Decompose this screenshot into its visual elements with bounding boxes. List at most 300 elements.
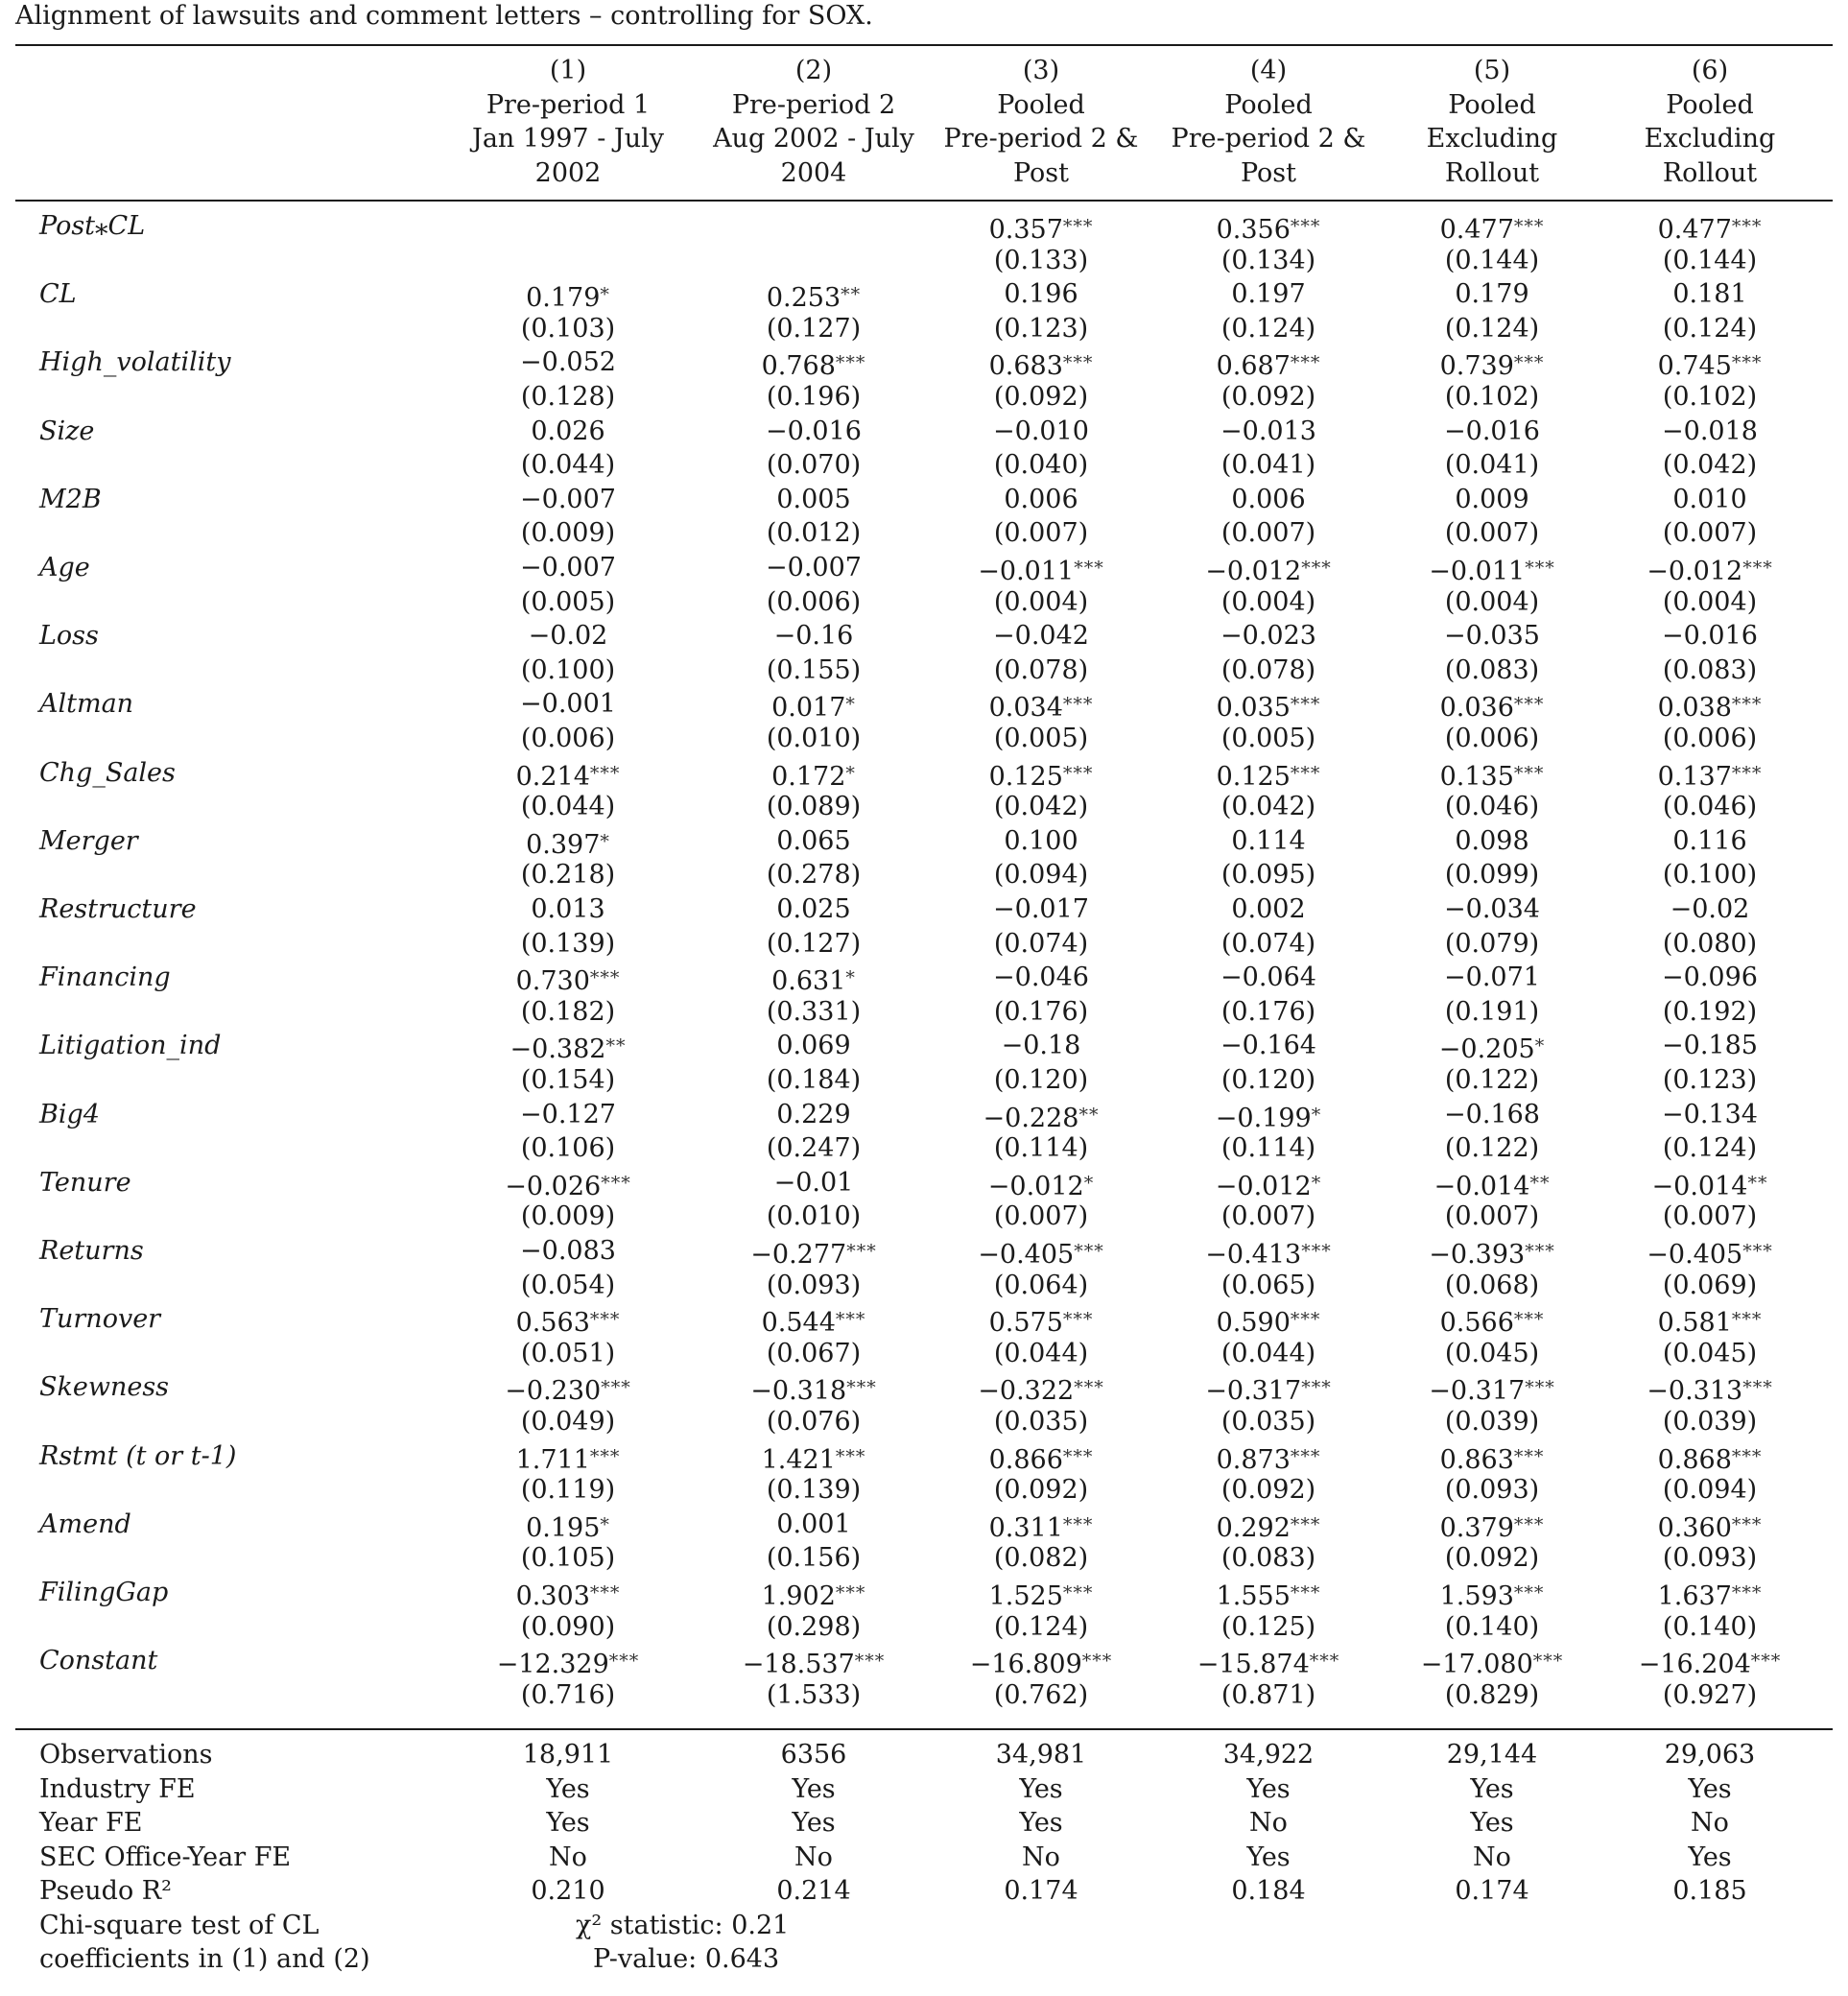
standard-error-cell: (0.041) — [1444, 450, 1540, 481]
coefficient-value: 1.637 — [1657, 1581, 1732, 1611]
coefficient-value: 0.034 — [988, 693, 1063, 724]
variable-label: Constant — [39, 1646, 158, 1676]
coefficient-value: 0.229 — [776, 1099, 851, 1129]
significance-stars: *** — [601, 1377, 631, 1399]
significance-stars: *** — [1731, 1445, 1763, 1467]
coefficient-cell — [1585, 484, 1835, 516]
standard-error-cell: (0.716) — [520, 1679, 616, 1710]
coefficient-value: 0.873 — [1216, 1444, 1291, 1475]
standard-error-cell: (0.102) — [1662, 382, 1758, 412]
stat-value: No — [549, 1842, 587, 1872]
standard-error-cell: (0.070) — [766, 450, 862, 481]
stat-value: 6356 — [780, 1740, 847, 1770]
standard-error-cell: (0.078) — [993, 654, 1089, 685]
coefficient-cell — [1367, 278, 1617, 311]
coefficient-cell — [1144, 1099, 1393, 1135]
significance-stars: *** — [1513, 1445, 1545, 1467]
standard-error-cell: (0.004) — [1444, 586, 1540, 617]
stat-label: Year FE — [39, 1808, 143, 1838]
coefficient-cell — [1585, 620, 1835, 653]
coefficient-cell — [443, 1099, 693, 1131]
variable-label: Age — [39, 553, 90, 582]
significance-stars: *** — [1742, 1241, 1773, 1262]
coefficient-cell — [1585, 757, 1835, 794]
coefficient-value: 1.555 — [1216, 1581, 1291, 1611]
coefficient-value: −0.014 — [1433, 1171, 1530, 1201]
standard-error-cell: (0.007) — [993, 518, 1089, 549]
coefficient-cell — [1144, 552, 1393, 588]
coefficient-cell — [916, 552, 1166, 588]
coefficient-value: −0.16 — [773, 621, 854, 652]
standard-error-cell: (0.133) — [993, 245, 1089, 275]
stat-value: Yes — [1470, 1773, 1514, 1804]
column-title-line: 2004 — [780, 157, 847, 188]
significance-stars: *** — [1731, 694, 1763, 716]
column-title-line: Rollout — [1444, 157, 1540, 188]
significance-stars: *** — [1309, 1651, 1340, 1673]
coefficient-value: −0.023 — [1220, 621, 1316, 652]
stat-value: Yes — [792, 1773, 836, 1804]
coefficient-cell — [1367, 484, 1617, 516]
significance-stars: *** — [1513, 216, 1545, 237]
column-header — [1595, 54, 1825, 190]
coefficient-cell — [689, 962, 938, 998]
coefficient-cell — [1144, 688, 1393, 725]
coefficient-value: 0.292 — [1216, 1512, 1291, 1543]
coefficient-cell — [1367, 1440, 1617, 1477]
coefficient-value: 1.711 — [515, 1444, 590, 1475]
coefficient-value: 0.866 — [988, 1444, 1063, 1475]
standard-error-cell: (0.102) — [1444, 382, 1540, 412]
significance-stars: *** — [1062, 1582, 1094, 1604]
coefficient-cell — [1585, 552, 1835, 588]
coefficient-value: −17.080 — [1420, 1650, 1533, 1680]
standard-error-cell: (0.120) — [993, 1065, 1089, 1095]
stat-label: Pseudo R² — [39, 1876, 172, 1906]
coefficient-cell — [443, 1030, 693, 1066]
coefficient-cell — [443, 1371, 693, 1408]
significance-stars: *** — [1513, 762, 1545, 784]
standard-error-cell: (0.083) — [1444, 654, 1540, 685]
coefficient-value: −0.127 — [520, 1099, 616, 1129]
standard-error-cell: (0.278) — [766, 860, 862, 891]
standard-error-cell: (0.080) — [1662, 928, 1758, 959]
column-header — [699, 54, 929, 190]
coefficient-cell — [1144, 893, 1393, 926]
standard-error-cell: (0.100) — [520, 654, 616, 685]
coefficient-value: 0.179 — [1455, 279, 1529, 310]
standard-error-cell: (0.007) — [1444, 1201, 1540, 1232]
coefficient-cell — [689, 1303, 938, 1340]
coefficient-cell — [1144, 1030, 1393, 1062]
column-number: (4) — [1249, 56, 1288, 85]
coefficient-value: 0.214 — [515, 761, 590, 792]
coefficient-value: −0.02 — [1670, 894, 1750, 924]
coefficient-cell — [689, 484, 938, 516]
coefficient-value: 0.768 — [761, 351, 836, 382]
coefficient-value: −0.013 — [1220, 416, 1316, 446]
coefficient-value: −0.313 — [1647, 1376, 1743, 1407]
standard-error-cell: (0.122) — [1444, 1065, 1540, 1095]
significance-stars: *** — [1750, 1651, 1782, 1673]
column-title-line: Pooled — [1448, 89, 1536, 120]
coefficient-cell — [916, 1577, 1166, 1613]
standard-error-cell: (0.124) — [1444, 313, 1540, 344]
coefficient-value: −0.18 — [1001, 1031, 1081, 1061]
significance-stars: * — [600, 284, 610, 306]
chi-square-label: coefficients in (1) and (2) — [39, 1944, 370, 1974]
coefficient-cell — [1144, 1371, 1393, 1408]
standard-error-cell: (0.012) — [766, 518, 862, 549]
coefficient-value: −0.164 — [1220, 1031, 1316, 1061]
standard-error-cell: (0.093) — [766, 1270, 862, 1300]
coefficient-value: −0.012 — [987, 1171, 1084, 1201]
significance-stars: *** — [1513, 1513, 1545, 1535]
standard-error-cell: (0.044) — [993, 1338, 1089, 1368]
standard-error-cell: (0.191) — [1444, 996, 1540, 1027]
coefficient-value: 0.303 — [515, 1581, 590, 1611]
standard-error-cell: (0.124) — [1220, 313, 1316, 344]
standard-error-cell: (0.010) — [766, 1201, 862, 1232]
coefficient-cell — [916, 1303, 1166, 1340]
significance-stars: * — [600, 1513, 610, 1535]
stat-value: 29,063 — [1664, 1740, 1756, 1770]
coefficient-cell — [916, 893, 1166, 926]
coefficient-cell — [689, 1509, 938, 1541]
coefficient-cell — [916, 210, 1166, 247]
significance-stars: *** — [589, 1309, 621, 1331]
standard-error-cell: (0.007) — [1220, 1201, 1316, 1232]
coefficient-cell — [916, 1509, 1166, 1545]
significance-stars: *** — [1513, 1582, 1545, 1604]
coefficient-cell — [916, 1235, 1166, 1271]
coefficient-cell — [916, 825, 1166, 858]
variable-label: Amend — [39, 1509, 131, 1539]
standard-error-cell: (0.095) — [1220, 860, 1316, 891]
coefficient-value: 0.172 — [771, 761, 846, 792]
standard-error-cell: (0.035) — [1220, 1407, 1316, 1437]
significance-stars: *** — [1081, 1651, 1113, 1673]
coefficient-value: −0.011 — [978, 557, 1075, 586]
variable-label: Size — [39, 416, 95, 446]
standard-error-cell: (0.871) — [1220, 1679, 1316, 1710]
standard-error-cell: (0.046) — [1444, 792, 1540, 822]
stat-value: Yes — [1246, 1842, 1291, 1872]
coefficient-cell — [916, 278, 1166, 311]
standard-error-cell: (0.004) — [993, 586, 1089, 617]
standard-error-cell: (0.046) — [1662, 792, 1758, 822]
coefficient-value: −0.016 — [766, 416, 862, 446]
significance-stars: *** — [589, 1445, 621, 1467]
standard-error-cell: (0.074) — [993, 928, 1089, 959]
significance-stars: *** — [1062, 216, 1094, 237]
coefficient-cell — [689, 1577, 938, 1613]
coefficient-value: 0.631 — [771, 966, 846, 997]
standard-error-cell: (0.103) — [520, 313, 616, 344]
standard-error-cell: (0.078) — [1220, 654, 1316, 685]
stat-value: No — [1022, 1842, 1060, 1872]
column-title-line: Aug 2002 - July — [713, 124, 914, 154]
coefficient-cell — [1144, 620, 1393, 653]
coefficient-cell — [1585, 416, 1835, 448]
standard-error-cell: (0.007) — [1662, 518, 1758, 549]
top-rule — [15, 44, 1833, 46]
coefficient-value: −0.277 — [750, 1240, 847, 1270]
significance-stars: *** — [1290, 1445, 1321, 1467]
standard-error-cell: (0.099) — [1444, 860, 1540, 891]
coefficient-cell — [443, 416, 693, 448]
coefficient-value: −0.382 — [509, 1034, 606, 1065]
coefficient-cell — [1144, 825, 1393, 858]
standard-error-cell: (0.247) — [766, 1133, 862, 1164]
standard-error-cell: (0.006) — [766, 586, 862, 617]
coefficient-value: −0.185 — [1662, 1031, 1758, 1061]
coefficient-value: 0.017 — [771, 693, 846, 724]
standard-error-cell: (0.331) — [766, 996, 862, 1027]
stat-value: 0.174 — [1004, 1876, 1078, 1906]
significance-stars: *** — [1062, 1513, 1094, 1535]
significance-stars: ** — [841, 284, 862, 306]
significance-stars: *** — [835, 1445, 866, 1467]
coefficient-cell — [1367, 1235, 1617, 1271]
coefficient-cell — [1585, 688, 1835, 725]
coefficient-cell — [1585, 1235, 1835, 1271]
coefficient-value: 0.038 — [1657, 693, 1732, 724]
significance-stars: *** — [1731, 762, 1763, 784]
significance-stars: *** — [1731, 352, 1763, 374]
coefficient-value: 0.001 — [776, 1509, 851, 1539]
significance-stars: *** — [1301, 1377, 1332, 1399]
standard-error-cell: (0.122) — [1444, 1133, 1540, 1164]
coefficient-cell — [1585, 1509, 1835, 1545]
stat-value: No — [794, 1842, 833, 1872]
standard-error-cell: (0.005) — [993, 724, 1089, 753]
chi-square-label: Chi-square test of CL — [39, 1910, 320, 1940]
column-header — [1377, 54, 1607, 190]
coefficient-cell — [1367, 893, 1617, 926]
coefficient-cell — [689, 825, 938, 858]
coefficient-cell — [1585, 210, 1835, 247]
significance-stars: * — [600, 830, 610, 852]
significance-stars: ** — [1078, 1104, 1100, 1126]
standard-error-cell: (0.005) — [1220, 724, 1316, 753]
coefficient-cell — [1367, 688, 1617, 725]
coefficient-value: 0.687 — [1216, 351, 1291, 382]
coefficient-value: 0.253 — [766, 283, 841, 314]
coefficient-cell — [1144, 346, 1393, 383]
coefficient-value: 0.010 — [1672, 484, 1747, 514]
coefficient-value: 0.036 — [1439, 693, 1514, 724]
standard-error-cell: (0.124) — [1662, 313, 1758, 344]
standard-error-cell: (0.927) — [1662, 1679, 1758, 1710]
coefficient-value: 0.477 — [1439, 215, 1514, 245]
coefficient-value: 0.544 — [761, 1308, 836, 1339]
standard-error-cell: (0.074) — [1220, 928, 1316, 959]
coefficient-cell — [916, 620, 1166, 653]
coefficient-cell — [1144, 484, 1393, 516]
standard-error-cell: (0.009) — [520, 518, 616, 549]
standard-error-cell: (0.006) — [1444, 724, 1540, 753]
standard-error-cell: (0.218) — [520, 860, 616, 891]
significance-stars: *** — [1074, 1241, 1104, 1262]
stat-value: 0.185 — [1672, 1876, 1747, 1906]
coefficient-value: −0.017 — [993, 894, 1089, 924]
variable-label: Skewness — [39, 1372, 170, 1403]
coefficient-value: −0.010 — [993, 416, 1089, 446]
coefficient-cell — [916, 1440, 1166, 1477]
standard-error-cell: (0.049) — [520, 1407, 616, 1437]
standard-error-cell: (0.154) — [520, 1065, 616, 1095]
coefficient-value: −0.012 — [1215, 1171, 1312, 1201]
standard-error-cell: (0.068) — [1444, 1270, 1540, 1300]
stat-value: 29,144 — [1446, 1740, 1538, 1770]
coefficient-value: −0.035 — [1444, 621, 1540, 652]
standard-error-cell: (0.105) — [520, 1543, 616, 1574]
variable-label: Litigation_ind — [39, 1031, 222, 1061]
coefficient-value: −0.199 — [1215, 1103, 1312, 1133]
coefficient-cell — [1144, 1645, 1393, 1681]
standard-error-cell: (0.082) — [993, 1543, 1089, 1574]
coefficient-cell — [1144, 416, 1393, 448]
coefficient-cell — [1585, 893, 1835, 926]
coefficient-cell — [1144, 1235, 1393, 1271]
coefficient-value: −0.134 — [1662, 1099, 1758, 1129]
coefficient-value: −0.168 — [1444, 1099, 1540, 1129]
standard-error-cell: (0.094) — [1662, 1475, 1758, 1506]
significance-stars: *** — [1513, 352, 1545, 374]
significance-stars: *** — [1301, 558, 1332, 579]
significance-stars: *** — [1742, 558, 1773, 579]
standard-error-cell: (0.007) — [993, 1201, 1089, 1232]
standard-error-cell: (0.044) — [1220, 1338, 1316, 1368]
standard-error-cell: (0.092) — [1220, 1475, 1316, 1506]
column-title-line: Pooled — [997, 89, 1085, 120]
standard-error-cell: (0.124) — [993, 1611, 1089, 1642]
variable-label: Merger — [39, 825, 138, 856]
standard-error-cell: (0.042) — [1662, 450, 1758, 481]
coefficient-value: 0.356 — [1216, 215, 1291, 245]
stat-label: SEC Office-Year FE — [39, 1842, 292, 1872]
coefficient-value: 0.566 — [1439, 1308, 1514, 1339]
stat-value: Yes — [1019, 1773, 1063, 1804]
significance-stars: *** — [1301, 1241, 1332, 1262]
coefficient-value: 0.002 — [1231, 894, 1306, 924]
coefficient-cell — [443, 278, 693, 315]
table-caption: Alignment of lawsuits and comment letters – controlling for SOX. — [15, 1, 873, 31]
variable-label: High_volatility — [39, 347, 231, 378]
coefficient-cell — [1585, 1645, 1835, 1681]
coefficient-value: −0.322 — [978, 1376, 1075, 1407]
standard-error-cell: (0.134) — [1220, 245, 1316, 275]
coefficient-value: 0.026 — [531, 416, 605, 446]
coefficient-value: 0.311 — [988, 1512, 1063, 1543]
standard-error-cell: (0.176) — [1220, 996, 1316, 1027]
chi-square-statistic: χ² statistic: 0.21 — [576, 1910, 790, 1940]
coefficient-cell — [689, 1030, 938, 1062]
stat-value: 34,922 — [1222, 1740, 1315, 1770]
significance-stars: *** — [1513, 1309, 1545, 1331]
coefficient-cell — [1367, 1167, 1617, 1203]
coefficient-cell — [443, 1645, 693, 1681]
coefficient-cell — [916, 346, 1166, 383]
coefficient-cell — [443, 1440, 693, 1477]
significance-stars: * — [1311, 1104, 1322, 1126]
coefficient-value: 0.397 — [526, 829, 601, 860]
standard-error-cell: (0.192) — [1662, 996, 1758, 1027]
coefficient-cell — [1585, 278, 1835, 311]
variable-label: Loss — [39, 621, 99, 652]
significance-stars: *** — [589, 967, 621, 989]
standard-error-cell: (0.044) — [520, 450, 616, 481]
stat-value: 0.174 — [1455, 1876, 1529, 1906]
standard-error-cell: (0.007) — [1444, 518, 1540, 549]
significance-stars: *** — [835, 352, 866, 374]
stat-label: Observations — [39, 1740, 213, 1770]
significance-stars: *** — [1731, 1582, 1763, 1604]
coefficient-cell — [1585, 1030, 1835, 1062]
variable-label: Returns — [39, 1236, 144, 1266]
coefficient-value: 0.005 — [776, 484, 851, 514]
coefficient-value: 0.730 — [515, 966, 590, 997]
standard-error-cell: (0.044) — [520, 792, 616, 822]
standard-error-cell: (0.009) — [520, 1201, 616, 1232]
coefficient-value: −0.02 — [528, 621, 608, 652]
coefficient-cell — [916, 688, 1166, 725]
coefficient-value: 0.006 — [1004, 484, 1078, 514]
coefficient-cell — [1367, 825, 1617, 858]
coefficient-value: −0.071 — [1444, 962, 1540, 993]
column-number: (1) — [549, 56, 587, 85]
standard-error-cell: (0.004) — [1662, 586, 1758, 617]
header-rule — [15, 200, 1833, 202]
column-title-line: Post — [1240, 157, 1297, 188]
column-number: (2) — [794, 56, 833, 85]
column-title-line: Excluding — [1644, 124, 1776, 154]
stat-value: No — [1473, 1842, 1511, 1872]
coefficient-value: −0.413 — [1205, 1240, 1302, 1270]
coefficient-value: 0.009 — [1455, 484, 1529, 514]
coefficient-cell — [1367, 962, 1617, 994]
stat-value: 0.184 — [1231, 1876, 1306, 1906]
coefficient-value: −0.016 — [1444, 416, 1540, 446]
coefficient-cell — [689, 278, 938, 315]
standard-error-cell: (0.083) — [1662, 654, 1758, 685]
standard-error-cell: (0.106) — [520, 1133, 616, 1164]
coefficient-cell — [689, 620, 938, 653]
standard-error-cell: (0.140) — [1444, 1611, 1540, 1642]
coefficient-value: −0.007 — [520, 553, 616, 582]
coefficient-value: 0.179 — [526, 283, 601, 314]
coefficient-value: −0.052 — [520, 347, 616, 378]
standard-error-cell: (0.042) — [993, 792, 1089, 822]
standard-error-cell: (0.054) — [520, 1270, 616, 1300]
coefficient-value: −0.405 — [978, 1240, 1075, 1270]
standard-error-cell: (0.041) — [1220, 450, 1316, 481]
significance-stars: *** — [1062, 1445, 1094, 1467]
coefficient-value: 1.902 — [761, 1581, 836, 1611]
coefficient-cell — [1367, 1577, 1617, 1613]
coefficient-value: −0.205 — [1438, 1034, 1535, 1065]
chi-square-pvalue: P-value: 0.643 — [593, 1944, 780, 1974]
coefficient-value: −0.064 — [1220, 962, 1316, 993]
standard-error-cell: (0.196) — [766, 382, 862, 412]
stat-value: No — [1691, 1808, 1729, 1838]
stat-value: Yes — [1688, 1842, 1732, 1872]
stat-value: Yes — [1019, 1808, 1063, 1838]
standard-error-cell: (0.006) — [1662, 724, 1758, 753]
coefficient-cell — [689, 688, 938, 725]
significance-stars: *** — [601, 1172, 631, 1194]
